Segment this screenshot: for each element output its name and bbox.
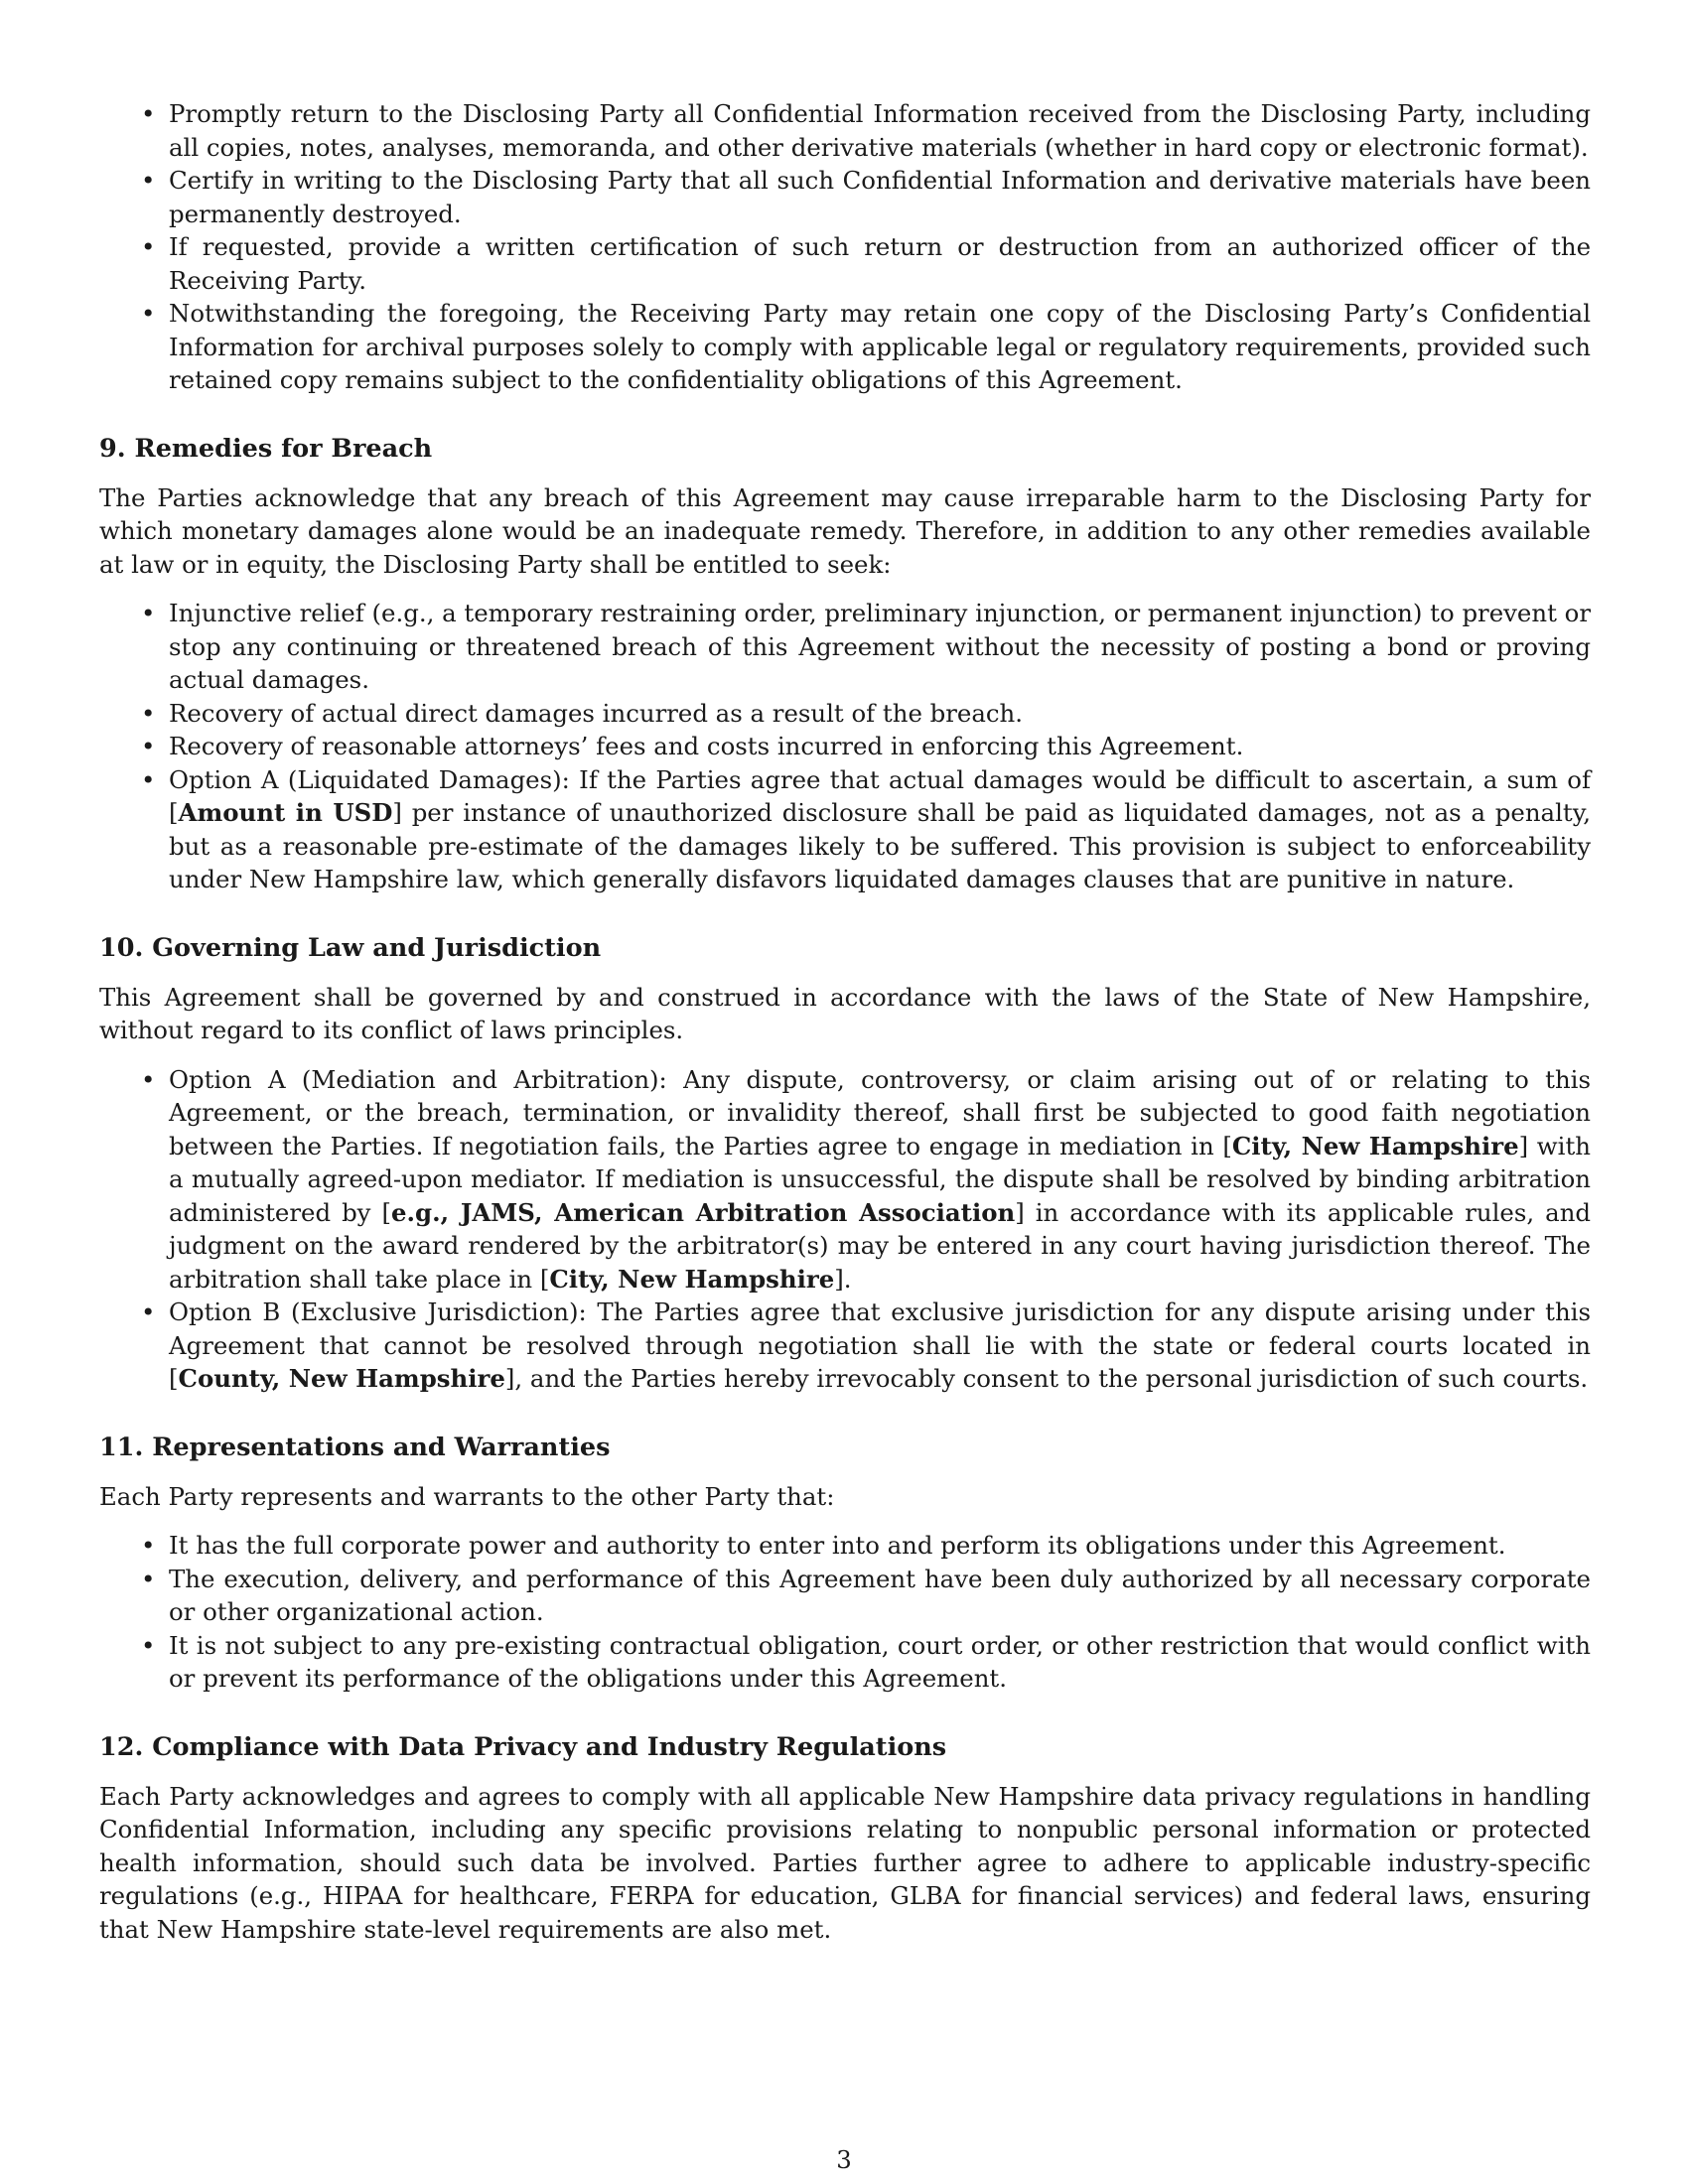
section12-heading: 12. Compliance with Data Privacy and Industry Regulations xyxy=(99,1731,947,1762)
section8-bullet-list xyxy=(99,97,1591,397)
list-item: • It has the full corporate power and authority to enter into and perform its obligations under this Agreement. xyxy=(169,1529,1591,1563)
list-item-option-b xyxy=(169,1296,1591,1396)
section9-intro: The Parties acknowledge that any breach of this Agreement may cause irreparable harm to the Disclosing Party for which monetary damages alone would be an inadequate remedy. Therefore, in addition to any other remedies available at law or in equity, the Disclosing Party shall be entitled to seek: xyxy=(99,482,1591,579)
section10-bullet-list xyxy=(99,1063,1591,1396)
section11-intro: Each Party represents and warrants to the other Party that: xyxy=(99,1481,835,1511)
list-item: • Promptly return to the Disclosing Party all Confidential Information received from the Disclosing Party, including all copies, notes, analyses, memoranda, and other derivative materials (whether in hard copy or electronic format). xyxy=(169,97,1591,164)
list-item: • If requested, provide a written certification of such return or destruction from an authorized officer of the Receiving Party. xyxy=(169,230,1591,297)
placeholder-county: County, New Hampshire xyxy=(178,1364,505,1393)
list-item: • Injunctive relief (e.g., a temporary restraining order, preliminary injunction, or permanent injunction) to prevent or stop any continuing or threatened breach of this Agreement without the necessity of posting a bond or proving actual damages. xyxy=(169,597,1591,697)
option-a-text: Option A (Liquidated Damages): If the Parties agree that actual damages would be difficult to ascertain, a sum of [ xyxy=(169,764,1591,827)
list-item: • Recovery of reasonable attorneys’ fees and costs incurred in enforcing this Agreement. xyxy=(169,730,1591,763)
placeholder-city: City, New Hampshire xyxy=(1231,1131,1519,1160)
section9-bullet-list xyxy=(99,597,1591,896)
document-page xyxy=(99,97,1591,1946)
section12-body: Each Party acknowledges and agrees to comply with all applicable New Hampshire data privacy regulations in handling Confidential Information, including any specific provisions relating to nonpublic personal information or protected health information, should such data be involved. Parties further agree to adhere to applicable industry-specific regulations (e.g., HIPAA for healthcare, FERPA for education, GLBA for financial services) and federal laws, ensuring that New Hampshire state-level requirements are also met. xyxy=(99,1781,1591,1944)
page-number: 3 xyxy=(836,2145,852,2174)
option-text: Option B (Exclusive Jurisdiction): The Parties agree that exclusive jurisdiction for any dispute arising under this Agreement that cannot be resolved through negotiation shall lie with the state or federal courts located in [ xyxy=(169,1297,1591,1393)
list-item-option-a xyxy=(169,1063,1591,1297)
placeholder-amount: Amount in USD xyxy=(178,798,393,827)
option-text: ] with a mutually agreed-upon mediator. If mediation is unsuccessful, the dispute shall be resolved by binding arbitration administered by [ xyxy=(169,1131,1591,1227)
list-item: • Certify in writing to the Disclosing Party that all such Confidential Information and derivative materials have been permanently destroyed. xyxy=(169,164,1591,230)
placeholder-arbitrator: e.g., JAMS, American Arbitration Association xyxy=(391,1197,1016,1227)
section10-intro: This Agreement shall be governed by and construed in accordance with the laws of the State of New Hampshire, without regard to its conflict of laws principles. xyxy=(99,982,1591,1044)
option-a-text: ] per instance of unauthorized disclosure shall be paid as liquidated damages, not as a penalty, but as a reasonable pre-estimate of the damages likely to be suffered. This provision is subject to enforceability under New Hampshire law, which generally disfavors liquidated damages clauses that are punitive in nature. xyxy=(169,798,1591,893)
placeholder-city: City, New Hampshire xyxy=(549,1264,835,1294)
option-text: Option A (Mediation and Arbitration): Any dispute, controversy, or claim arising out of or relating to this Agreement, or the breach, termination, or invalidity thereof, shall first be subjected to good faith negotiation between the Parties. If negotiation fails, the Parties agree to engage in mediation in [ xyxy=(169,1064,1591,1160)
list-item: • Recovery of actual direct damages incurred as a result of the breach. xyxy=(169,697,1591,731)
list-item: • Notwithstanding the foregoing, the Receiving Party may retain one copy of the Disclosing Party’s Confidential Information for archival purposes solely to comply with applicable legal or regulatory requirements, provided such retained copy remains subject to the confidentiality obligations of this Agreement. xyxy=(169,297,1591,397)
option-text: ] in accordance with its applicable rules, and judgment on the award rendered by the arbitrator(s) may be entered in any court having jurisdiction thereof. The arbitration shall take place in [ xyxy=(169,1197,1592,1294)
section11-heading: 11. Representations and Warranties xyxy=(99,1432,611,1462)
list-item: • It is not subject to any pre-existing contractual obligation, court order, or other restriction that would conflict with or prevent its performance of the obligations under this Agreement. xyxy=(169,1629,1591,1696)
list-item: • The execution, delivery, and performance of this Agreement have been duly authorized by all necessary corporate or other organizational action. xyxy=(169,1563,1591,1629)
option-text: ], and the Parties hereby irrevocably consent to the personal jurisdiction of such courts. xyxy=(504,1364,1589,1393)
list-item-option-a xyxy=(169,763,1591,896)
option-text: ]. xyxy=(834,1264,852,1294)
section11-bullet-list xyxy=(99,1529,1591,1696)
section10-heading: 10. Governing Law and Jurisdiction xyxy=(99,932,602,963)
section9-heading: 9. Remedies for Breach xyxy=(99,433,433,464)
